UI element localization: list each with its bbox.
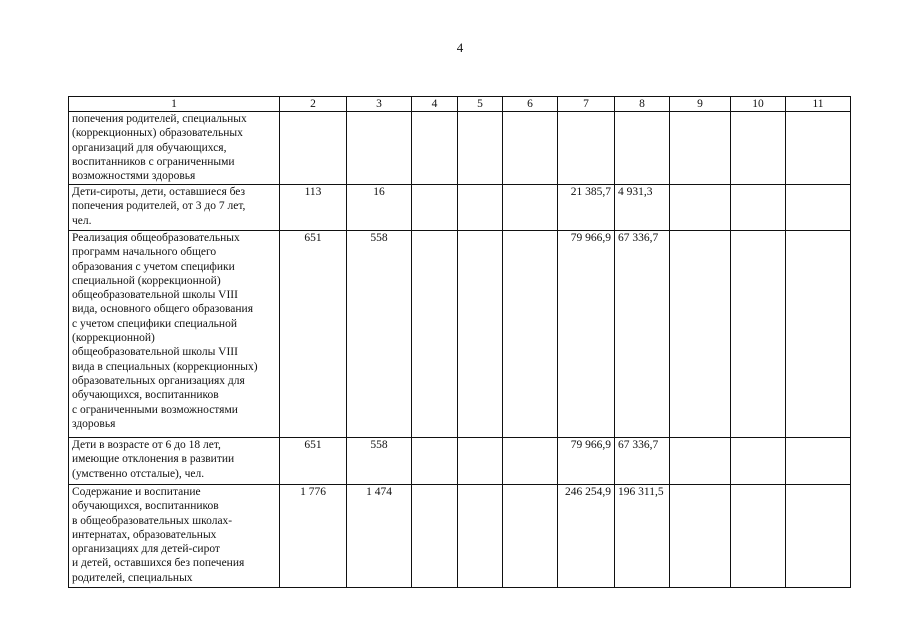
cell-col10 [731, 231, 786, 438]
cell-col3 [347, 112, 412, 185]
cell-col10 [731, 485, 786, 588]
cell-col9 [670, 485, 731, 588]
cell-col10 [731, 112, 786, 185]
row-description [69, 231, 280, 438]
description-line: вида в специальных (коррекционных) [72, 360, 258, 373]
cell-col3: 1 474 [347, 485, 412, 588]
row-description [69, 438, 280, 485]
table-row [69, 112, 851, 185]
cell-col7: 21 385,7 [558, 185, 615, 231]
cell-col4 [412, 438, 458, 485]
column-header: 4 [412, 97, 458, 112]
column-header: 3 [347, 97, 412, 112]
cell-col6 [503, 185, 558, 231]
column-header: 9 [670, 97, 731, 112]
cell-col8: 67 336,7 [615, 231, 670, 438]
description-line: программ начального общего [72, 246, 217, 259]
cell-col11 [786, 438, 851, 485]
description-line: Реализация общеобразовательных [72, 232, 240, 244]
cell-col4 [412, 485, 458, 588]
description-line: с ограниченными возможностями [72, 403, 238, 416]
description-line: здоровья [72, 417, 116, 430]
cell-col5 [458, 485, 503, 588]
cell-col6 [503, 438, 558, 485]
cell-col2: 113 [280, 185, 347, 231]
cell-col9 [670, 231, 731, 438]
cell-col11 [786, 112, 851, 185]
description-line: обучающихся, воспитанников [72, 389, 219, 402]
cell-col11 [786, 231, 851, 438]
page-number: 4 [456, 40, 464, 55]
description-line: образования с учетом специфики [72, 260, 235, 273]
description-line: возможностями здоровья [72, 170, 196, 183]
cell-col4 [412, 231, 458, 438]
description-line: имеющие отклонения в развитии [72, 453, 235, 466]
cell-col8: 196 311,5 [615, 485, 670, 588]
description-line: общеобразовательной школы VIII [72, 346, 238, 359]
description-line: обучающихся, воспитанников [72, 500, 219, 513]
column-header: 7 [558, 97, 615, 112]
description-line: организациях для детей-сирот [72, 543, 220, 556]
description-line: попечения родителей, от 3 до 7 лет, [72, 200, 246, 213]
row-description [69, 112, 280, 185]
cell-col7: 79 966,9 [558, 231, 615, 438]
cell-col7: 246 254,9 [558, 485, 615, 588]
description-line: и детей, оставшихся без попечения [72, 557, 245, 570]
description-line: попечения родителей, специальных [72, 113, 247, 125]
cell-col11 [786, 185, 851, 231]
description-line: (коррекционной) [72, 332, 155, 345]
cell-col11 [786, 485, 851, 588]
cell-col10 [731, 438, 786, 485]
cell-col9 [670, 185, 731, 231]
column-header: 1 [69, 97, 280, 112]
column-header: 11 [786, 97, 851, 112]
description-line: (умственно отсталые), чел. [72, 467, 205, 480]
description-line: интернатах, образовательных [72, 528, 217, 541]
description-line: Дети-сироты, дети, оставшиеся без [72, 186, 246, 198]
row-description [69, 485, 280, 588]
description-line: Дети в возрасте от 6 до 18 лет, [72, 439, 221, 451]
cell-col5 [458, 112, 503, 185]
cell-col5 [458, 185, 503, 231]
cell-col6 [503, 112, 558, 185]
table-row [69, 231, 851, 438]
cell-col8: 67 336,7 [615, 438, 670, 485]
description-line: в общеобразовательных школах- [72, 514, 233, 527]
cell-col3: 16 [347, 185, 412, 231]
cell-col8 [615, 112, 670, 185]
cell-col2 [280, 112, 347, 185]
table-row [69, 185, 851, 231]
budget-table [68, 96, 851, 588]
cell-col6 [503, 485, 558, 588]
cell-col8: 4 931,3 [615, 185, 670, 231]
description-line: общеобразовательной школы VIII [72, 289, 238, 302]
row-description [69, 185, 280, 231]
column-header: 10 [731, 97, 786, 112]
cell-col3: 558 [347, 438, 412, 485]
cell-col2: 651 [280, 438, 347, 485]
column-numbers-row [69, 97, 851, 112]
table-row [69, 438, 851, 485]
description-line: вида, основного общего образования [72, 303, 254, 316]
column-header: 5 [458, 97, 503, 112]
column-header: 6 [503, 97, 558, 112]
cell-col7 [558, 112, 615, 185]
cell-col10 [731, 185, 786, 231]
cell-col6 [503, 231, 558, 438]
description-line: родителей, специальных [72, 571, 193, 584]
description-line: образовательных организациях для [72, 374, 245, 387]
description-line: воспитанников с ограниченными [72, 155, 235, 168]
description-line: специальной (коррекционной) [72, 274, 221, 287]
cell-col3: 558 [347, 231, 412, 438]
description-line: с учетом специфики специальной [72, 317, 237, 330]
description-line: Содержание и воспитание [72, 486, 201, 498]
description-line: (коррекционных) образовательных [72, 127, 243, 140]
description-line: чел. [72, 214, 92, 227]
column-header: 8 [615, 97, 670, 112]
cell-col4 [412, 185, 458, 231]
column-header: 2 [280, 97, 347, 112]
cell-col4 [412, 112, 458, 185]
cell-col2: 651 [280, 231, 347, 438]
cell-col2: 1 776 [280, 485, 347, 588]
table-row [69, 485, 851, 588]
cell-col9 [670, 438, 731, 485]
cell-col9 [670, 112, 731, 185]
cell-col7: 79 966,9 [558, 438, 615, 485]
cell-col5 [458, 438, 503, 485]
cell-col5 [458, 231, 503, 438]
description-line: организаций для обучающихся, [72, 141, 227, 154]
